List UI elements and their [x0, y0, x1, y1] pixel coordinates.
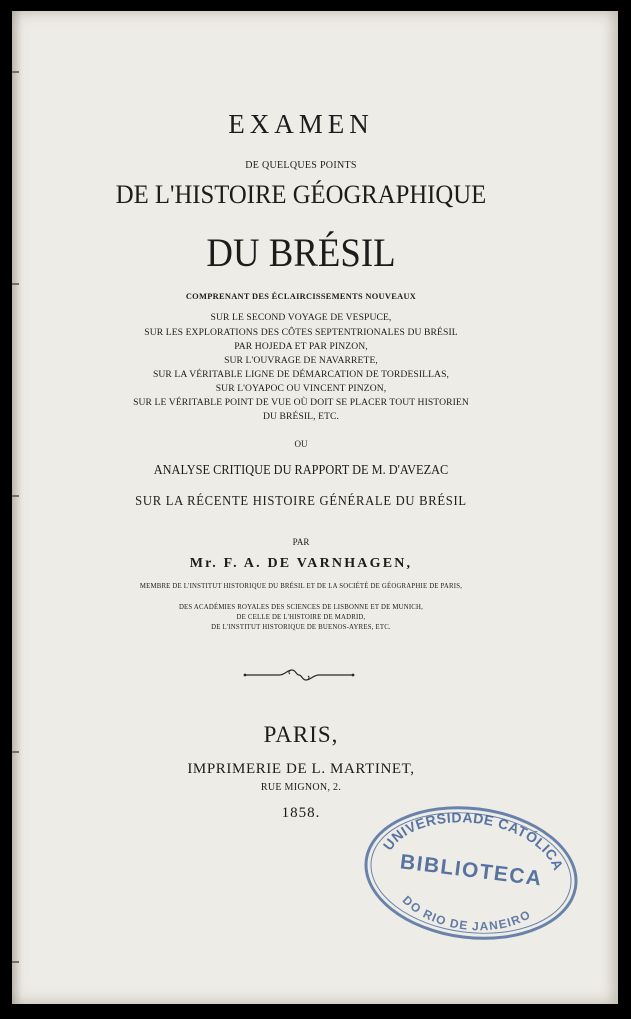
imprint-year: 1858.	[281, 805, 321, 821]
library-stamp	[357, 794, 585, 951]
ou-line: OU	[294, 439, 308, 449]
author-credit-line: DE L'INSTITUT HISTORIQUE DE BUENOS-AYRES, ETC.	[211, 624, 391, 631]
par-line: PAR	[292, 537, 310, 547]
topic-line: SUR L'OUVRAGE DE NAVARRETE,	[224, 355, 378, 366]
title-examen: EXAMEN	[228, 109, 374, 139]
topic-line: SUR LES EXPLORATIONS DES CÔTES SEPTENTRIONALES DU BRÉSIL	[144, 327, 458, 338]
topic-line: SUR LE VÉRITABLE POINT DE VUE OÙ DOIT SE PLACER TOUT HISTORIEN	[133, 397, 469, 408]
binding-mark	[12, 961, 19, 963]
author-credit-line: MEMBRE DE L'INSTITUT HISTORIQUE DU BRÉSIL ET DE LA SOCIÉTÉ DE GÉOGRAPHIE DE PARIS,	[139, 583, 463, 590]
analyse-critique-line: ANALYSE CRITIQUE DU RAPPORT DE M. D'AVEZAC	[153, 463, 449, 478]
binding-mark	[12, 495, 19, 497]
histoire-generale-line: SUR LA RÉCENTE HISTOIRE GÉNÉRALE DU BRÉSIL	[135, 494, 467, 509]
binding-mark	[12, 71, 19, 73]
stamp-center-text: BIBLIOTECA	[398, 850, 544, 891]
binding-mark	[12, 283, 19, 285]
book-title-page	[12, 11, 618, 1004]
author-name: Mr. F. A. DE VARNHAGEN,	[189, 556, 413, 571]
comprenant-line: COMPRENANT DES ÉCLAIRCISSEMENTS NOUVEAUX	[185, 292, 417, 301]
topic-line: PAR HOJEDA ET PAR PINZON,	[234, 341, 368, 352]
title-histoire-geographique: DE L'HISTOIRE GÉOGRAPHIQUE	[115, 180, 487, 209]
imprint-city: PARIS,	[263, 722, 339, 747]
ornament-divider-icon	[243, 667, 355, 683]
svg-text:DO RIO DE JANEIRO	[397, 892, 534, 941]
binding-mark	[12, 751, 19, 753]
author-credit-line: DE CELLE DE L'HISTOIRE DE MADRID,	[236, 614, 366, 621]
topic-line: SUR LA VÉRITABLE LIGNE DE DÉMARCATION DE TORDESILLAS,	[152, 369, 450, 380]
author-credit-line: DES ACADÉMIES ROYALES DES SCIENCES DE LISBONNE ET DE MUNICH,	[178, 604, 424, 611]
topic-line: SUR LE SECOND VOYAGE DE VESPUCE,	[210, 312, 392, 323]
subtitle-quelques-points: DE QUELQUES POINTS	[245, 160, 357, 171]
imprint-address: RUE MIGNON, 2.	[260, 782, 342, 793]
stamp-top-text: UNIVERSIDADE CATÓLICA	[379, 809, 567, 873]
topic-line: DU BRÉSIL, ETC.	[262, 411, 340, 422]
topic-line: SUR L'OYAPOC OU VINCENT PINZON,	[215, 383, 387, 394]
imprint-printer: IMPRIMERIE DE L. MARTINET,	[187, 761, 415, 777]
stamp-bottom-text: DO RIO DE JANEIRO	[399, 893, 533, 934]
title-du-bresil: DU BRÉSIL	[206, 230, 396, 275]
